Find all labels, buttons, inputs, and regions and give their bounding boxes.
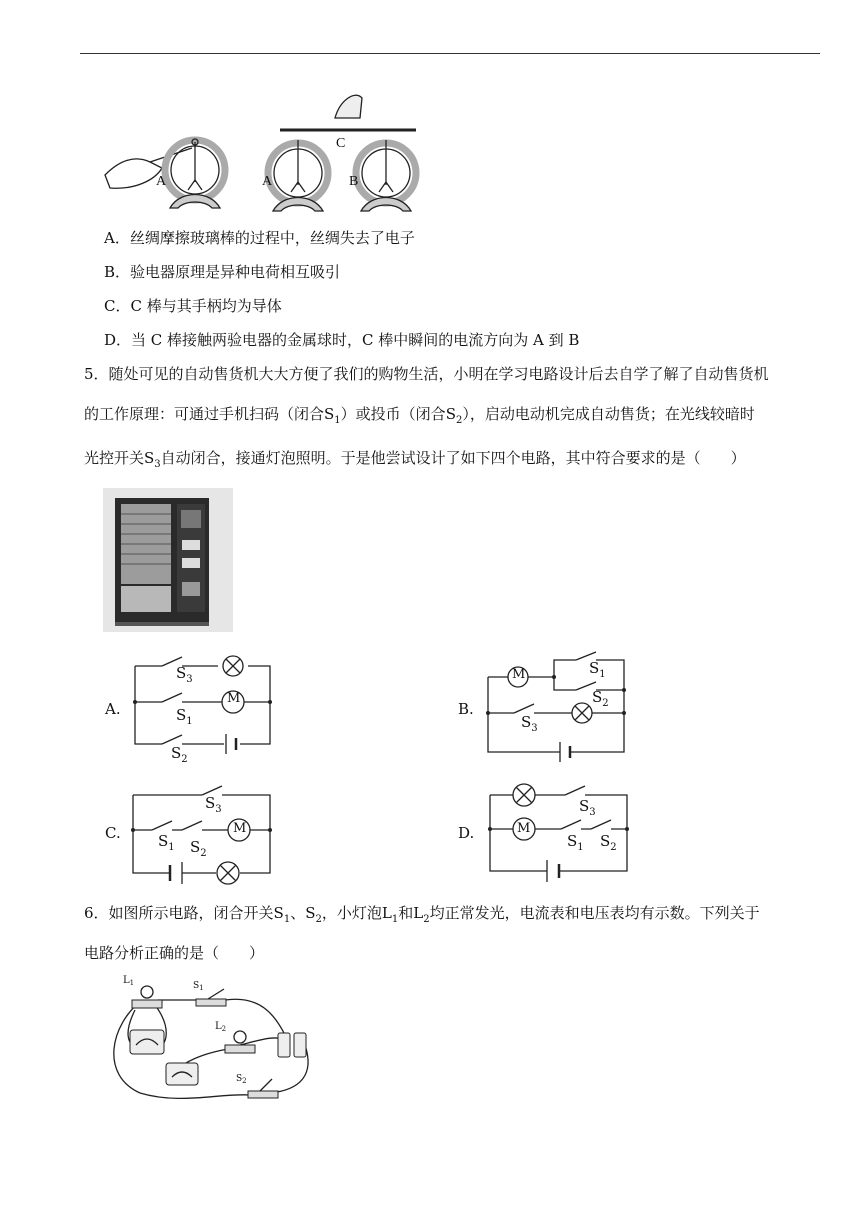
fig-l1-label: $L_1$ bbox=[123, 975, 135, 987]
circuit-c-label: C. bbox=[105, 824, 121, 842]
label-a1: A bbox=[156, 174, 167, 189]
circuit-b-motor: M bbox=[512, 667, 526, 682]
label-a2: A bbox=[262, 174, 273, 189]
circuit-a-s2: $S_2$ bbox=[171, 744, 188, 765]
circuit-d-s1: $S_1$ bbox=[567, 832, 584, 853]
circuit-a-s1: $S_1$ bbox=[176, 706, 193, 727]
circuit-d-label: D. bbox=[458, 824, 475, 842]
q4-option-a[interactable]: A．丝绸摩擦玻璃棒的过程中，丝绸失去了电子 bbox=[104, 229, 415, 247]
header-rule bbox=[80, 53, 820, 54]
circuit-c-s3: $S_3$ bbox=[205, 794, 222, 815]
circuit-b-s2: $S_2$ bbox=[592, 688, 609, 709]
fig-l2-label: $L_2$ bbox=[215, 1021, 227, 1033]
physical-circuit-figure bbox=[100, 975, 330, 1125]
q4-option-d[interactable]: D．当 C 棒接触两验电器的金属球时，C 棒中瞬间的电流方向为 A 到 B bbox=[104, 331, 580, 349]
q6-line2: 电路分析正确的是（ ） bbox=[84, 944, 265, 962]
circuit-b[interactable] bbox=[484, 655, 634, 760]
fig-s2-label: $S_2$ bbox=[236, 1074, 247, 1085]
q4-option-b[interactable]: B．验电器原理是异种电荷相互吸引 bbox=[104, 263, 341, 281]
label-c: C bbox=[336, 136, 346, 151]
circuit-d-s3: $S_3$ bbox=[579, 797, 596, 818]
circuit-c-s2: $S_2$ bbox=[190, 838, 207, 859]
q5-line2: 的工作原理：可通过手机扫码（闭合$S_1$）或投币（闭合$S_2$），启动电动机完成自动售货；在光线较暗时 bbox=[84, 405, 755, 426]
circuit-a-label: A. bbox=[105, 700, 121, 718]
circuit-d-s2: $S_2$ bbox=[600, 832, 617, 853]
circuit-d-motor: M bbox=[517, 821, 531, 836]
circuit-a-motor: M bbox=[227, 691, 241, 706]
q5-line3: 光控开关$S_3$自动闭合，接通灯泡照明。于是他尝试设计了如下四个电路，其中符合要求的是（ ） bbox=[84, 449, 746, 470]
electroscope-a-left bbox=[165, 139, 225, 208]
circuit-c-motor: M bbox=[233, 821, 247, 836]
circuit-c-s1: $S_1$ bbox=[158, 832, 175, 853]
fig-s1-label: $S_1$ bbox=[193, 981, 204, 992]
circuit-b-label: B. bbox=[458, 700, 474, 718]
circuit-a[interactable] bbox=[130, 652, 280, 772]
circuit-b-s1: $S_1$ bbox=[589, 659, 606, 680]
vending-machine-image bbox=[103, 488, 233, 632]
circuit-a-s3: $S_3$ bbox=[176, 664, 193, 685]
q4-option-c[interactable]: C．C 棒与其手柄均为导体 bbox=[104, 297, 282, 315]
q6-line1: 6．如图所示电路，闭合开关$S_1$、$S_2$，小灯泡$L_1$和$L_2$均正常发光，电流表和电压表均有示数。下列关于 bbox=[84, 904, 760, 925]
electroscope-b bbox=[356, 140, 416, 211]
q5-line1: 5．随处可见的自动售货机大大方便了我们的购物生活，小明在学习电路设计后去自学了解了自动售货机 bbox=[84, 365, 769, 383]
electroscope-a-middle bbox=[268, 140, 328, 211]
label-b: B bbox=[349, 174, 359, 189]
electroscope-figure bbox=[100, 90, 430, 220]
circuit-b-s3: $S_3$ bbox=[521, 713, 538, 734]
